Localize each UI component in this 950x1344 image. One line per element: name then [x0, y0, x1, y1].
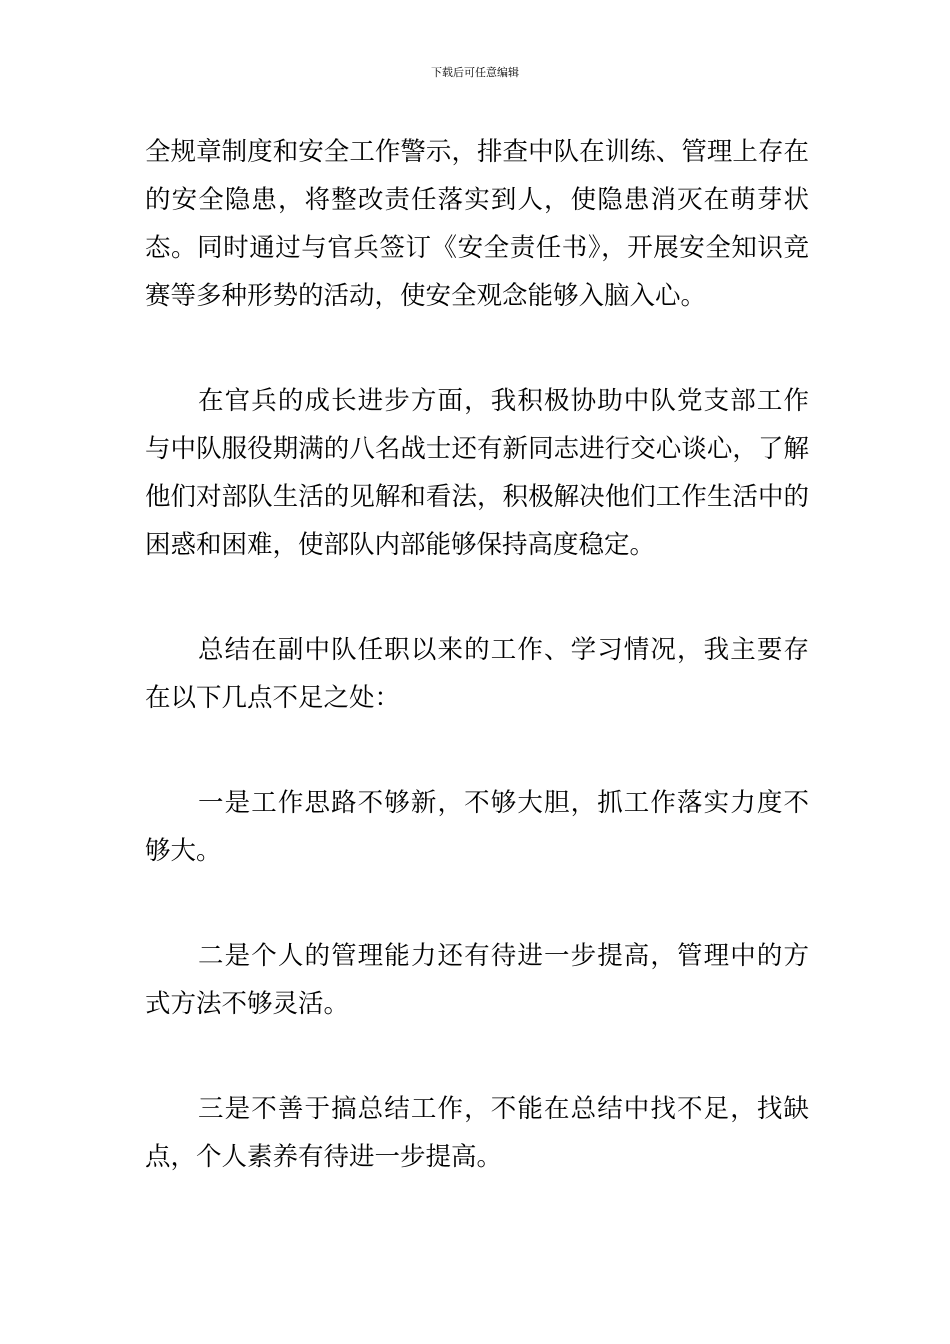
paragraph-spacer: [145, 1028, 809, 1085]
paragraph-3: 总结在副中队任职以来的工作、学习情况，我主要存在以下几点不足之处：: [145, 635, 809, 713]
paragraph-2: 在官兵的成长进步方面，我积极协助中队党支部工作与中队服役期满的八名战士还有新同志进行交心谈心，了解他们对部队生活的见解和看法，积极解决他们工作生活中的困惑和困难，使部队内部能够保持高度稳定。: [145, 386, 809, 560]
page-header: 下载后可任意编辑: [431, 66, 519, 79]
paragraph-spacer: [145, 569, 809, 626]
paragraph-1: 全规章制度和安全工作警示，排查中队在训练、管理上存在的安全隐患，将整改责任落实到人，使隐患消灭在萌芽状态。同时通过与官兵签订《安全责任书》，开展安全知识竞赛等多种形势的活动，使安全观念能够入脑入心。: [145, 137, 809, 311]
paragraph-spacer: [145, 320, 809, 377]
paragraph-spacer: [145, 875, 809, 932]
document-body: [145, 128, 809, 1181]
paragraph-spacer: [145, 722, 809, 779]
paragraph-6: 三是不善于搞总结工作，不能在总结中找不足，找缺点，个人素养有待进一步提高。: [145, 1094, 809, 1172]
paragraph-4: 一是工作思路不够新，不够大胆，抓工作落实力度不够大。: [145, 788, 809, 866]
paragraph-5: 二是个人的管理能力还有待进一步提高，管理中的方式方法不够灵活。: [145, 941, 809, 1019]
